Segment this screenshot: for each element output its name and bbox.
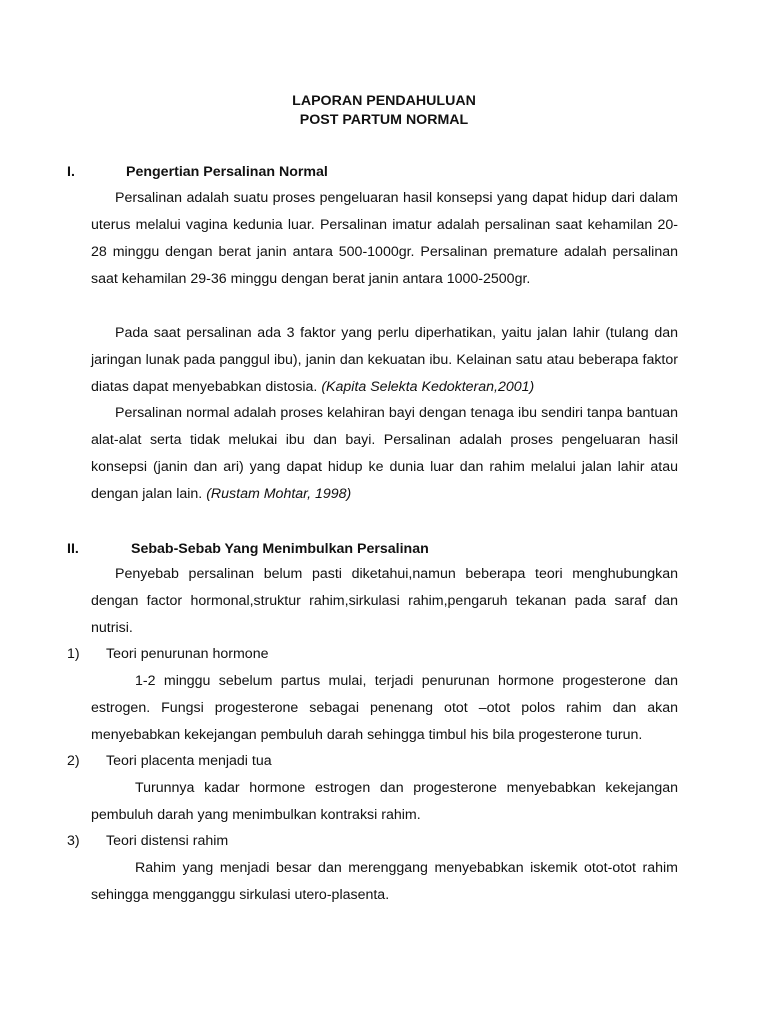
paragraph-text: Penyebab persalinan belum pasti diketahui,namun beberapa teori menghubungkan dengan factor hormonal,struktur rahim,sirkulasi rahim,pengaruh tekanan pada saraf dan nutrisi. xyxy=(91,566,678,636)
paragraph-text: Persalinan normal adalah proses kelahiran bayi dengan tenaga ibu sendiri tanpa bantuan alat-alat serta tidak melukai ibu dan bayi. Persalinan adalah proses pengeluaran hasil konsepsi (janin dan ari) yang dapat hidup ke dunia luar dan rahim melalui jalan lahir atau dengan jalan lain. xyxy=(91,405,678,502)
list-item-title: Teori distensi rahim xyxy=(106,833,229,849)
section-number: II. xyxy=(67,541,79,557)
list-item-title: Teori penurunan hormone xyxy=(106,646,269,662)
list-item-number: 1) xyxy=(67,646,80,662)
section-number: I. xyxy=(67,164,75,180)
paragraph xyxy=(91,320,678,401)
section-title: Pengertian Persalinan Normal xyxy=(126,164,328,180)
paragraph xyxy=(91,185,678,293)
paragraph-text: 1-2 minggu sebelum partus mulai, terjadi penurunan hormone progesterone dan estrogen. Fungsi progesterone sebagai penenang otot –otot polos rahim dan akan menyebabkan kekejangan pembuluh darah sehingga timbul his bila progesterone turun. xyxy=(91,673,678,743)
paragraph-text: Persalinan adalah suatu proses pengeluaran hasil konsepsi yang dapat hidup dari dalam uterus melalui vagina kedunia luar. Persalinan imatur adalah persalinan saat kehamilan 20-28 minggu dengan berat janin antara 500-1000gr. Persalinan premature adalah persalinan saat kehamilan 29-36 minggu dengan berat janin antara 1000-2500gr. xyxy=(91,190,678,287)
document-title-line1: LAPORAN PENDAHULUAN xyxy=(292,93,476,109)
document-title-line2: POST PARTUM NORMAL xyxy=(299,112,469,128)
list-item-number: 2) xyxy=(67,753,80,769)
paragraph-text: Turunnya kadar hormone estrogen dan progesterone menyebabkan kekejangan pembuluh darah yang menimbulkan kontraksi rahim. xyxy=(91,780,678,823)
paragraph xyxy=(91,400,678,508)
paragraph xyxy=(91,668,678,749)
paragraph xyxy=(91,855,678,909)
list-item-number: 3) xyxy=(67,833,80,849)
paragraph-text: Pada saat persalinan ada 3 faktor yang perlu diperhatikan, yaitu jalan lahir (tulang dan jaringan lunak pada panggul ibu), janin dan kekuatan ibu. Kelainan satu atau beberapa faktor diatas dapat menyebabkan distosia. xyxy=(91,325,678,395)
citation: (Kapita Selekta Kedokteran,2001) xyxy=(321,379,535,395)
paragraph xyxy=(91,561,678,642)
section-title: Sebab-Sebab Yang Menimbulkan Persalinan xyxy=(131,541,429,557)
paragraph-text: Rahim yang menjadi besar dan merenggang menyebabkan iskemik otot-otot rahim sehingga mengganggu sirkulasi utero-plasenta. xyxy=(91,860,678,903)
citation: (Rustam Mohtar, 1998) xyxy=(206,486,352,502)
paragraph xyxy=(91,775,678,829)
list-item-title: Teori placenta menjadi tua xyxy=(106,753,272,769)
